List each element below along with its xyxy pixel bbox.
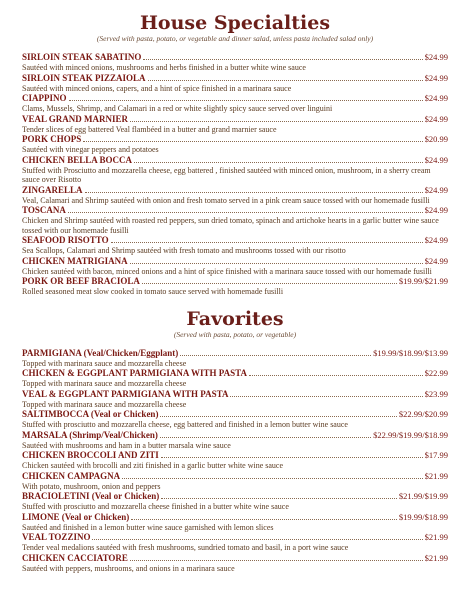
menu-item-description: Sautéed with vinegar peppers and potatoes <box>22 145 159 154</box>
menu-item-name: TOSCANA <box>22 205 66 215</box>
menu-item <box>22 134 448 155</box>
menu-item-header <box>22 114 448 125</box>
menu-item-description: Sautéed with mushrooms and ham in a butter marsala wine sauce <box>22 440 231 450</box>
menu-item-price: $24.99 <box>424 113 448 124</box>
menu-item-header <box>22 553 448 564</box>
menu-item-price: $24.99 <box>424 255 448 266</box>
menu-item-description: Chicken and Shrimp sautéed with roasted red peppers, sun dried tomato, spinach and artichoke hearts in a garlic butter wine sauce tossed with our homemade fusilli <box>22 216 439 235</box>
menu-item-name: SALTIMBOCCA (Veal or Chicken) <box>22 409 159 419</box>
menu-item-header <box>22 450 448 461</box>
menu-item-name: VEAL TOZZINO <box>22 532 91 542</box>
menu-item-price: $24.99 <box>424 184 448 195</box>
menu-item <box>22 532 448 553</box>
house-specialties-list <box>22 52 448 297</box>
menu-item-price: $19.99/$21.99 <box>398 276 448 286</box>
dotted-leader <box>230 396 422 397</box>
menu-item-name: SIRLOIN STEAK PIZZAIOLA <box>22 72 146 83</box>
favorites-title: Favorites <box>186 307 284 330</box>
menu-item-price: $24.99 <box>424 235 448 245</box>
menu-item-name: SIRLOIN STEAK SABATINO <box>22 52 142 62</box>
menu-item-price: $24.99 <box>424 154 448 165</box>
menu-item-header <box>22 532 448 543</box>
menu-item-header <box>22 93 448 104</box>
dotted-leader <box>134 162 423 163</box>
dotted-leader <box>122 478 423 479</box>
menu-item <box>22 52 448 73</box>
menu-item-header <box>22 256 448 267</box>
menu-item-description: Sautéed with peppers, mushrooms, and onions in a marinara sauce <box>22 563 235 573</box>
menu-item-name: BRACIOLETINI (Veal or Chicken) <box>22 491 160 501</box>
menu-item-price: $21.99 <box>424 552 448 563</box>
menu-item-header <box>22 134 448 145</box>
menu-item-description: Topped with marinara sauce and mozzarella cheese <box>22 358 187 368</box>
menu-item-name: CHICKEN CAMPAGNA <box>22 470 121 481</box>
menu-item-name: CIAPPINO <box>22 93 67 103</box>
menu-item-header <box>22 471 448 482</box>
menu-item-price: $22.99 <box>424 368 448 378</box>
menu-item-header <box>22 52 448 63</box>
menu-item <box>22 73 448 94</box>
menu-item <box>22 450 448 471</box>
menu-item <box>22 430 448 451</box>
menu-item-name: CHICKEN CACCIATORE <box>22 552 128 563</box>
menu-item-description: Rolled seasoned meat slow cooked in tomato sauce served with homemade fusilli <box>22 287 284 296</box>
menu-item-price: $24.99 <box>424 52 448 62</box>
dotted-leader <box>111 242 423 243</box>
menu-item-description: Chicken sautéed with brocolli and ziti finished in a garlic butter white wine sauce <box>22 461 284 470</box>
menu-item-description: Stuffed with Prosciutto and mozzarella cheese, egg battered , finished sautéed with minced onion, mushroom, in a sherry cream sauce over Risotto <box>22 165 431 184</box>
menu-item-description: Topped with marinara sauce and mozzarella cheese <box>22 379 187 388</box>
dotted-leader <box>131 519 397 520</box>
menu-item-header <box>22 348 448 359</box>
menu-item-price: $21.99 <box>424 532 448 542</box>
dotted-leader <box>130 560 423 561</box>
menu-item-header <box>22 389 448 400</box>
dotted-leader <box>83 141 422 142</box>
menu-item-name: CHICKEN BELLA BOCCA <box>22 154 133 165</box>
menu-item-header <box>22 276 448 287</box>
menu-item-header <box>22 430 448 441</box>
menu-item-price: $20.99 <box>424 134 448 144</box>
menu-item-header <box>22 368 448 379</box>
dotted-leader <box>180 355 371 356</box>
menu-item-price: $23.99 <box>424 388 448 399</box>
menu-item-description: Chicken sautéed with bacon, minced onions and a hint of spice finished with a marinara sauce tossed with our homemade fusilli <box>22 266 432 276</box>
menu-item-header <box>22 73 448 84</box>
menu-item-name: MARSALA (Shrimp/Veal/Chicken) <box>22 429 158 440</box>
dotted-leader <box>69 100 423 101</box>
menu-item <box>22 235 448 256</box>
dotted-leader <box>142 283 397 284</box>
menu-item-price: $24.99 <box>424 72 448 83</box>
menu-item-description: Sea Scallops, Calamari and Shrimp sautéed with fresh tomato and mushrooms tossed with our risotto <box>22 246 346 255</box>
menu-item-header <box>22 409 448 420</box>
menu-item-description: Tender veal medalions sautéed with fresh mushrooms, sundried tomato and basil, in a port wine sauce <box>22 543 349 552</box>
menu-item <box>22 512 448 533</box>
menu-item-name: LIMONE (Veal or Chicken) <box>22 511 130 522</box>
menu-item-header <box>22 235 448 246</box>
house-specialties-title: House Specialties <box>139 12 331 34</box>
dotted-leader <box>130 263 423 264</box>
menu-item-name: CHICKEN BROCCOLI AND ZITI <box>22 450 159 460</box>
favorites-subtitle: (Served with pasta, potato, or vegetable) <box>173 329 297 339</box>
menu-item-name: ZINGARELLA <box>22 184 83 195</box>
menu-item-description: Veal, Calamari and Shrimp sautéed with onion and fresh tomato served in a pink cream sauce tossed with our homemade fusilli <box>22 195 430 205</box>
menu-item-description: Clams, Mussels, Shrimp, and Calamari in a red or white slightly spicy sauce served over linguini <box>22 104 333 113</box>
dotted-leader <box>161 498 397 499</box>
dotted-leader <box>130 121 423 122</box>
menu-item-name: CHICKEN MATRIGIANA <box>22 255 128 266</box>
menu-item-name: PARMIGIANA (Veal/Chicken/Eggplant) <box>22 347 179 358</box>
menu-item-header <box>22 205 448 216</box>
menu-item-price: $19.99/$18.99 <box>398 511 448 522</box>
dotted-leader <box>68 212 423 213</box>
menu-item <box>22 368 448 389</box>
menu-item-header <box>22 155 448 166</box>
menu-item-description: Sautéed with minced onions, mushrooms and herbs finished in a butter white wine sauce <box>22 63 306 72</box>
house-specialties-subtitle: (Served with pasta, potato, or vegetable and dinner salad, unless pasta included salad only) <box>96 34 374 43</box>
menu-item <box>22 389 448 410</box>
menu-item-price: $24.99 <box>424 205 448 215</box>
menu-item <box>22 348 448 369</box>
menu-item-name: PORK OR BEEF BRACIOLA <box>22 276 140 286</box>
menu-item <box>22 409 448 430</box>
menu-item <box>22 276 448 297</box>
menu-item <box>22 205 448 235</box>
menu-item-header <box>22 491 448 502</box>
menu-item-description: Topped with marinara sauce and mozzarella cheese <box>22 399 187 409</box>
menu-item-description: Stuffed with prosciutto and mozzarella cheese finished in a butter white wine sauce <box>22 502 289 511</box>
menu-item-name: VEAL & EGGPLANT PARMIGIANA WITH PASTA <box>22 388 229 399</box>
dotted-leader <box>160 416 396 417</box>
menu-item-description: Sautéed with minced onions, capers, and a hint of spice finished in a marinara sauce <box>22 83 292 93</box>
menu-item-name: VEAL GRAND MARNIER <box>22 113 129 124</box>
menu-item-description: With potato, mushroom, onion and peppers <box>22 481 161 491</box>
dotted-leader <box>148 80 423 81</box>
menu-item <box>22 114 448 135</box>
dotted-leader <box>92 539 422 540</box>
favorites-list <box>22 348 448 574</box>
menu-item-name: SEAFOOD RISOTTO <box>22 235 109 245</box>
menu-item-description: Stuffed with prosciutto and mozzarella cheese, egg battered and finished in a lemon butter wine sauce <box>22 420 348 429</box>
menu-item <box>22 256 448 277</box>
dotted-leader <box>160 437 371 438</box>
dotted-leader <box>143 59 422 60</box>
menu-item-price: $17.99 <box>424 450 448 460</box>
menu-item <box>22 491 448 512</box>
menu-item <box>22 155 448 185</box>
menu-item-price: $21.99 <box>424 470 448 481</box>
menu-item-header <box>22 512 448 523</box>
menu-item-price: $21.99/$19.99 <box>398 491 448 501</box>
menu-item-price: $22.99/$19.99/$18.99 <box>373 429 448 440</box>
menu-item-price: $22.99/$20.99 <box>398 409 448 419</box>
dotted-leader <box>161 457 423 458</box>
menu-item <box>22 553 448 574</box>
menu-item-header <box>22 185 448 196</box>
menu-item-name: PORK CHOPS <box>22 134 82 144</box>
menu-item-name: CHICKEN & EGGPLANT PARMIGIANA WITH PASTA <box>22 368 247 378</box>
menu-item-description: Sautéed and finished in a lemon butter wine sauce garnished with lemon slices <box>22 522 274 532</box>
menu-item-description: Tender slices of egg battered Veal flambéed in a butter and grand marnier sauce <box>22 124 277 134</box>
menu-item <box>22 471 448 492</box>
menu-item-price: $19.99/$18.99/$13.99 <box>373 347 448 358</box>
menu-item <box>22 93 448 114</box>
dotted-leader <box>249 375 423 376</box>
menu-item-price: $24.99 <box>424 93 448 103</box>
menu-item <box>22 185 448 206</box>
dotted-leader <box>85 192 423 193</box>
